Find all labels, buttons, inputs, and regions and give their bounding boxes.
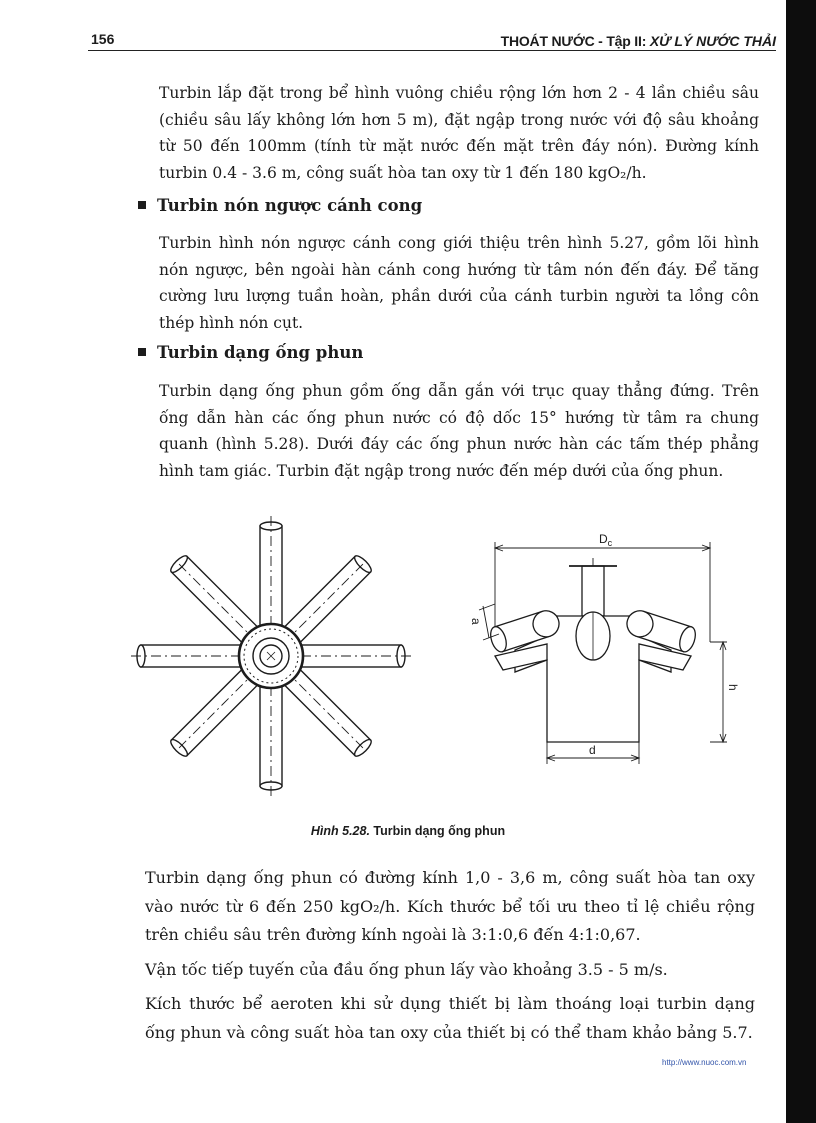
section-heading-conical-turbine — [138, 196, 422, 215]
scan-edge-shadow — [786, 0, 816, 1123]
turbine-top-view-drawing — [126, 516, 426, 806]
paragraph-conical-turbine: Turbin hình nón ngược cánh cong giới thiệu trên hình 5.27, gồm lõi hình nón ngược, bên ngoài hàn cánh cong hướng từ tâm nón đến đáy. Để tăng cường lưu lượng tuần hoàn, phần dưới của cánh turbin người ta lồng côn thép hình nón cụt. — [159, 234, 759, 332]
paragraph-tank-size: Kích thước bể aeroten khi sử dụng thiết bị làm thoáng loại turbin dạng ống phun và công suất hòa tan oxy của thiết bị có thể tham khảo bảng 5.7. — [145, 994, 755, 1042]
paragraph-nozzle-specs: Turbin dạng ống phun có đường kính 1,0 - 3,6 m, công suất hòa tan oxy vào nước từ 6 đến 250 kgO₂/h. Kích thước bể tối ưu theo tỉ lệ chiều rộng trên chiều sâu trên đường kính ngoài là 3:1:0,6 đến 4:1:0,67. — [145, 868, 755, 944]
running-title — [501, 33, 776, 49]
nozzle-arm — [131, 645, 251, 667]
figure-caption — [0, 824, 816, 838]
nozzle-arm — [260, 516, 282, 636]
dim-label-Dc: $D_c$ — [599, 532, 613, 548]
nozzle-arm — [291, 645, 411, 667]
figure-5-28 — [120, 510, 740, 810]
running-title-subject: XỬ LÝ NƯỚC THẢI — [649, 33, 776, 49]
turbine-side-view-drawing — [465, 532, 740, 782]
page-number: 156 — [91, 31, 115, 47]
paragraph-tangential-velocity: Vận tốc tiếp tuyến của đầu ống phun lấy vào khoảng 3.5 - 5 m/s. — [145, 960, 668, 979]
paragraph-nozzle-turbine: Turbin dạng ống phun gồm ống dẫn gắn với trục quay thẳng đứng. Trên ống dẫn hàn các ống phun nước có độ dốc 15° hướng từ tâm ra chung quanh (hình 5.28). Dưới đáy các ống phun nước hàn các tấm thép phẳng hình tam giác. Turbin đặt ngập trong nước đến mép dưới của ống phun. — [159, 382, 759, 480]
figure-caption-text: Turbin dạng ống phun — [369, 824, 506, 838]
header-rule — [88, 50, 776, 51]
section-heading-nozzle-turbine — [138, 343, 363, 362]
dim-label-h: h — [726, 684, 740, 691]
section-heading-text: Turbin dạng ống phun — [157, 343, 364, 362]
bullet-icon — [138, 348, 146, 356]
bullet-icon — [138, 201, 146, 209]
dim-label-d: d — [589, 743, 596, 757]
figure-caption-label: Hình 5.28. — [310, 824, 370, 838]
nozzle-arm — [260, 676, 282, 796]
section-heading-text: Turbin nón ngược cánh cong — [157, 196, 423, 215]
paragraph-turbin-installation: Turbin lắp đặt trong bể hình vuông chiều rộng lớn hơn 2 - 4 lần chiều sâu (chiều sâu lấy không lớn hơn 5 m), đặt ngập trong nước với độ sâu khoảng từ 50 đến 100mm (tính từ mặt nước đến mặt trên đáy nón). Đường kính turbin 0.4 - 3.6 m, công suất hòa tan oxy từ 1 đến 180 kgO₂/h. — [159, 84, 759, 182]
dim-label-a: a — [469, 618, 483, 625]
shaft-pipe — [582, 566, 604, 616]
footer-url: http://www.nuoc.com.vn — [662, 1058, 747, 1067]
running-title-series: THOÁT NƯỚC - Tập II: — [500, 33, 650, 49]
